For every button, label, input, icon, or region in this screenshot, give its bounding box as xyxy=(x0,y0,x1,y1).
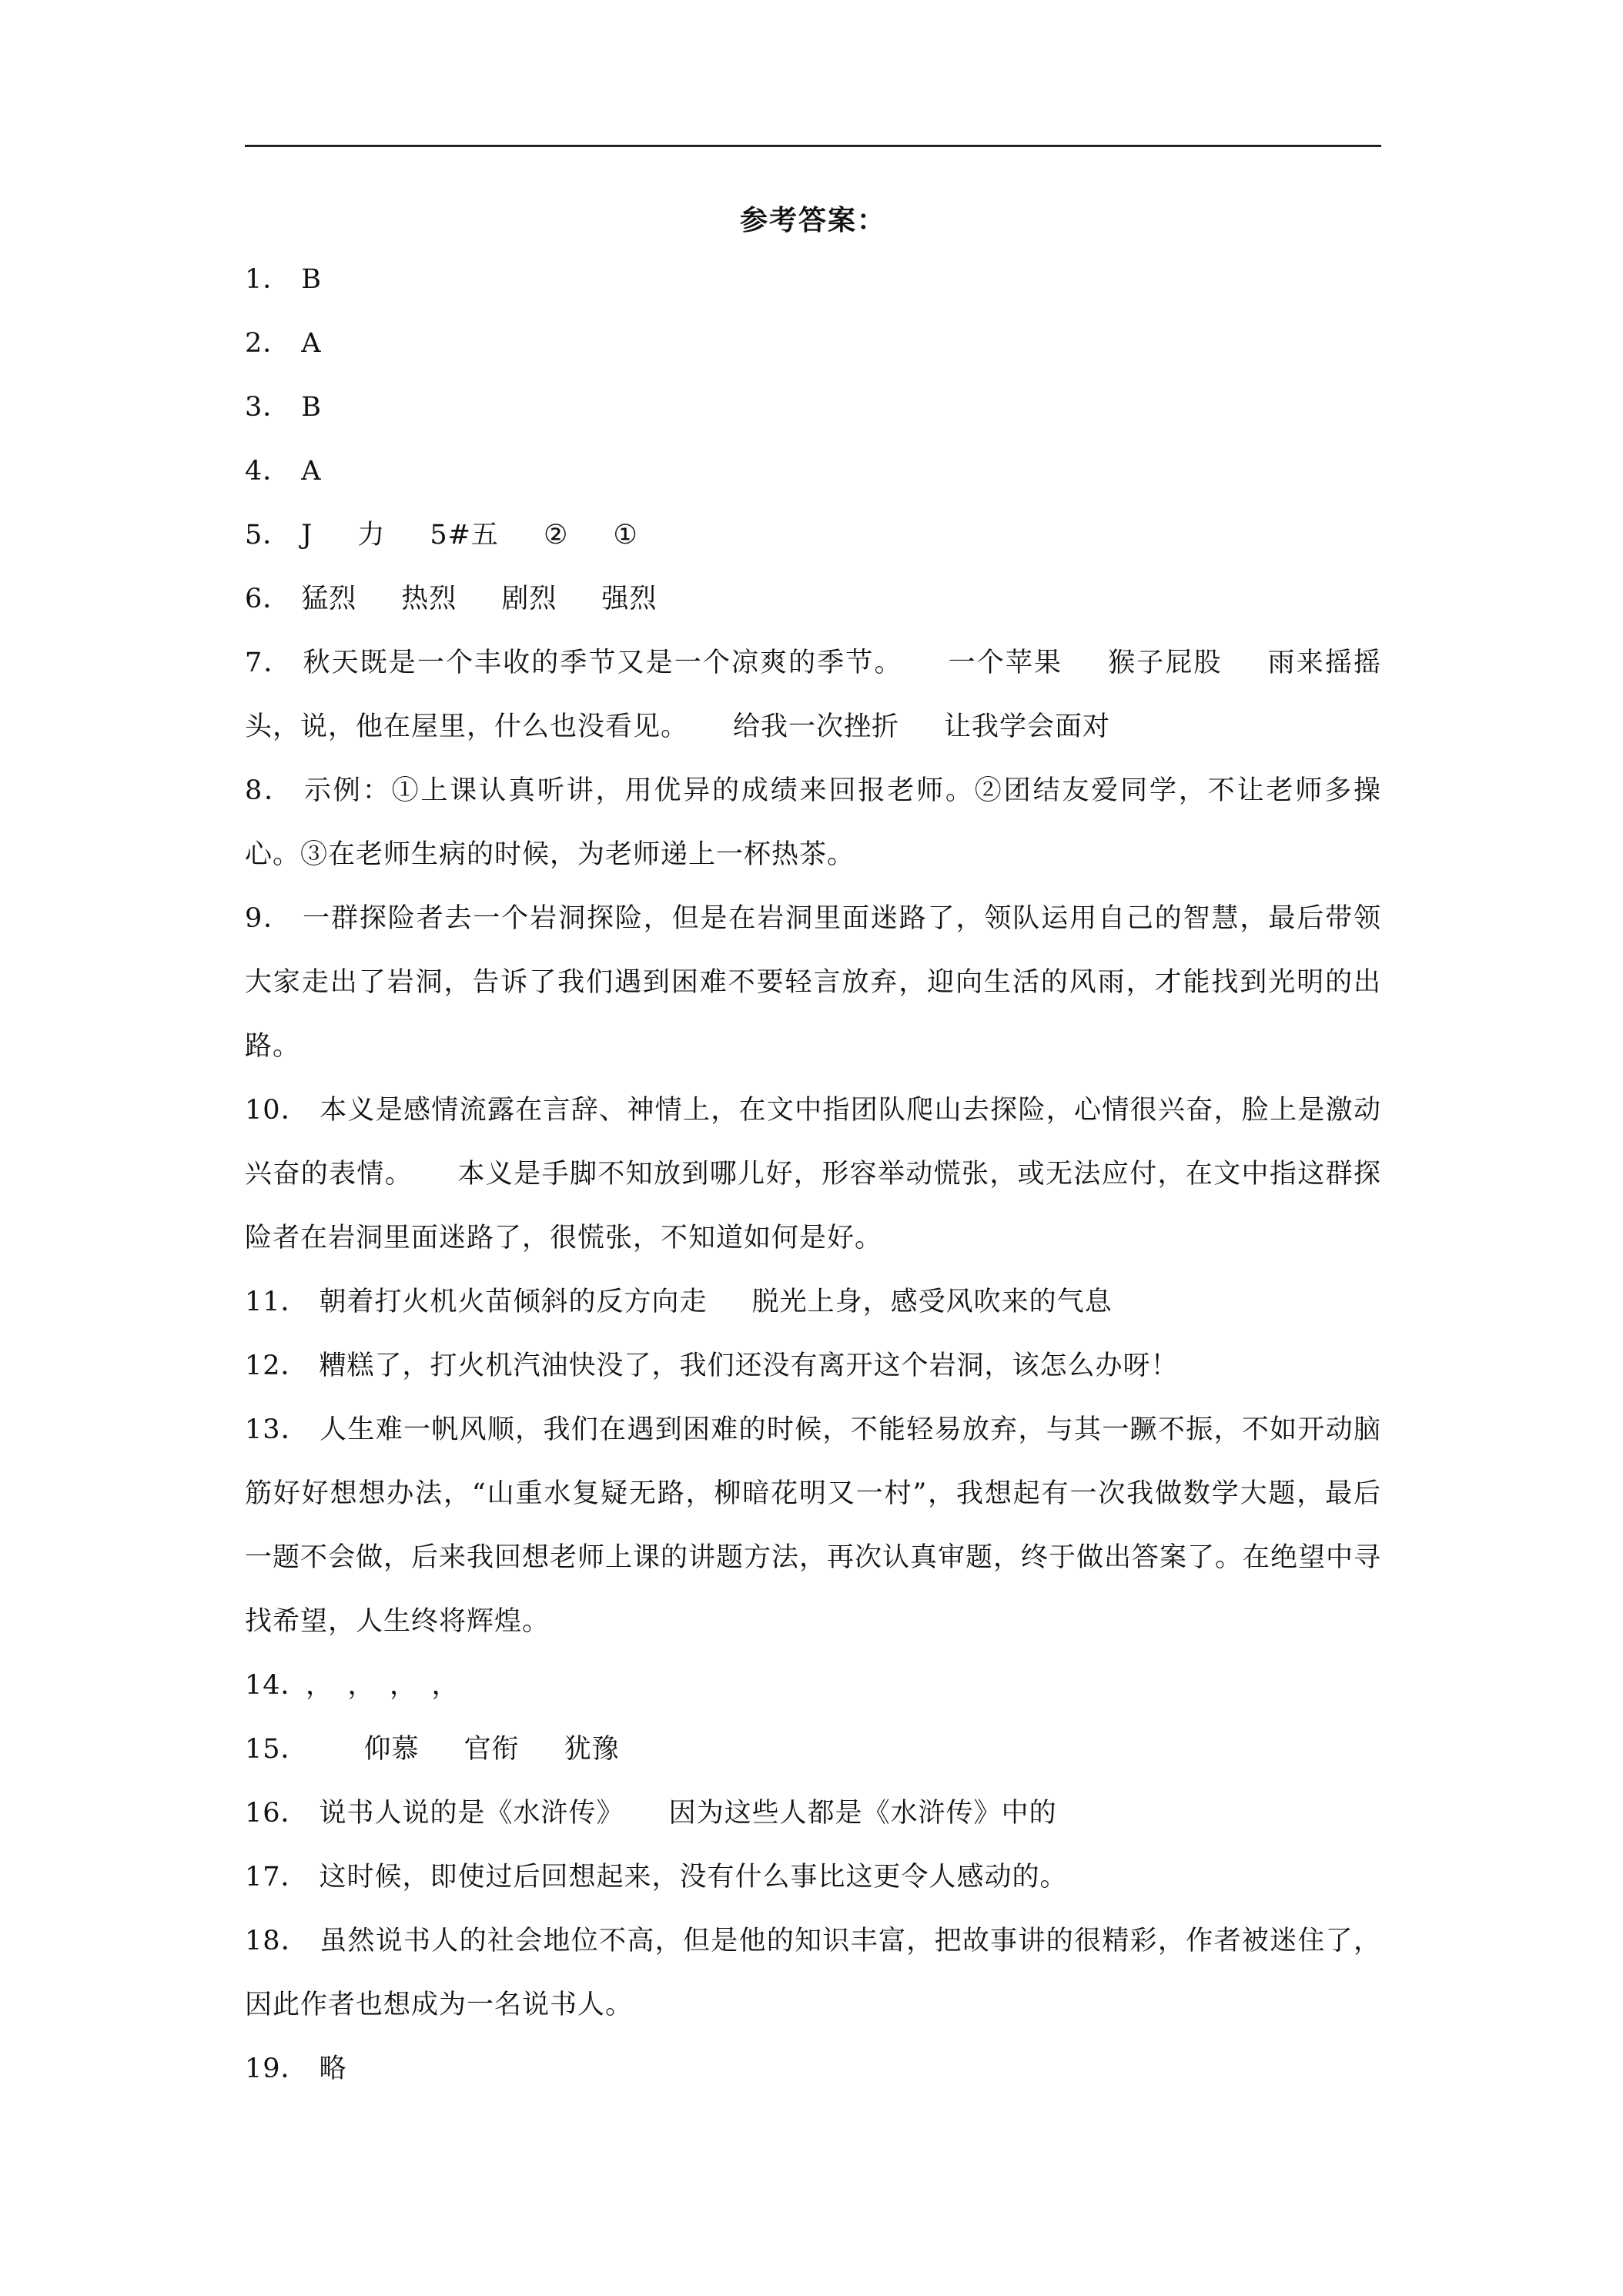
answer-part: 热烈 xyxy=(401,584,457,614)
answer-item xyxy=(245,1846,1381,1909)
answer-number: 6． xyxy=(245,584,291,614)
answer-item xyxy=(245,440,1381,504)
answer-part: 脱光上身，感受风吹来的气息 xyxy=(751,1287,1113,1317)
answer-part: 5#五 xyxy=(430,520,499,551)
answer-item xyxy=(245,248,1381,312)
answer-list xyxy=(245,248,1381,2101)
answer-number: 7． xyxy=(245,648,293,678)
answer-part: 本义是手脚不知放到哪儿好，形容举动慌张，或无法应付，在文中指这群探险者在岩洞里面迷路了，很慌张，不知道如何是好。 xyxy=(245,1159,1381,1253)
answer-text: B xyxy=(301,392,323,423)
answer-part: 仰慕 xyxy=(363,1734,420,1765)
header-rule xyxy=(245,145,1381,147)
answer-part: 说书人说的是《水浒传》 xyxy=(319,1798,624,1829)
answer-part: 朝着打火机火苗倾斜的反方向走 xyxy=(319,1287,708,1317)
answer-number: 4． xyxy=(245,456,291,487)
answer-number: 5． xyxy=(245,520,291,551)
answer-item xyxy=(245,631,1381,759)
answer-text: A xyxy=(301,328,322,359)
answer-part: 强烈 xyxy=(601,584,658,614)
answer-number: 10． xyxy=(245,1095,310,1126)
answer-part: 猛烈 xyxy=(301,584,357,614)
answer-text: 糟糕了，打火机汽油快没了，我们还没有离开这个岩洞，该怎么办呀！ xyxy=(319,1350,1179,1381)
answer-number: 9． xyxy=(245,903,293,934)
answer-part: 力 xyxy=(357,520,386,551)
answer-part: 犹豫 xyxy=(564,1734,620,1765)
answer-item xyxy=(245,1270,1381,1334)
answer-text: ， ， ， ， xyxy=(306,1670,460,1701)
answer-item xyxy=(245,376,1381,440)
answer-text: 略 xyxy=(319,2053,347,2084)
answer-item xyxy=(245,1079,1381,1270)
answer-number: 19． xyxy=(245,2053,309,2084)
answer-text: 示例：①上课认真听讲，用优异的成绩来回报老师。②团结友爱同学，不让老师多操心。③在老师生病的时候，为老师递上一杯热茶。 xyxy=(245,775,1381,870)
answer-number: 13． xyxy=(245,1414,310,1445)
answer-item xyxy=(245,1782,1381,1846)
page-title: 参考答案： xyxy=(739,204,886,236)
answer-item xyxy=(245,504,1381,567)
answer-item xyxy=(245,2037,1381,2101)
answer-number: 18． xyxy=(245,1926,310,1956)
answer-number: 12． xyxy=(245,1350,309,1381)
answer-item xyxy=(245,1398,1381,1654)
answer-part: 雨来摇摇头，说，他在屋里，什么也没看见。 xyxy=(245,648,1381,742)
answer-item xyxy=(245,1718,1381,1782)
answer-text: A xyxy=(301,456,322,487)
answer-part: ① xyxy=(613,520,638,551)
answer-part: ② xyxy=(543,520,569,551)
answer-item xyxy=(245,567,1381,631)
answer-part: 秋天既是一个丰收的季节又是一个凉爽的季节。 xyxy=(303,648,903,678)
answer-part: 猴子屁股 xyxy=(1107,648,1223,678)
answer-text: 虽然说书人的社会地位不高，但是他的知识丰富，把故事讲的很精彩，作者被迷住了，因此作者也想成为一名说书人。 xyxy=(245,1926,1381,2020)
answer-number: 16． xyxy=(245,1798,309,1829)
answer-number: 3． xyxy=(245,392,291,423)
answer-text: 一群探险者去一个岩洞探险，但是在岩洞里面迷路了，领队运用自己的智慧，最后带领大家走出了岩洞，告诉了我们遇到困难不要轻言放弃，迎向生活的风雨，才能找到光明的出路。 xyxy=(245,903,1381,1062)
answer-part: J xyxy=(301,520,313,551)
answer-item xyxy=(245,1334,1381,1398)
answer-part: 给我一次挫折 xyxy=(733,711,900,742)
answer-number: 14． xyxy=(245,1670,296,1701)
answer-part: 一个苹果 xyxy=(947,648,1063,678)
answer-part: 让我学会面对 xyxy=(944,711,1111,742)
answer-item xyxy=(245,1909,1381,2037)
answer-text: 这时候，即使过后回想起来，没有什么事比这更令人感动的。 xyxy=(319,1862,1068,1893)
answer-number: 8． xyxy=(245,775,293,806)
answer-part: 官衔 xyxy=(463,1734,520,1765)
answer-item xyxy=(245,312,1381,376)
answer-item xyxy=(245,759,1381,887)
answer-number: 17． xyxy=(245,1862,309,1893)
answer-number: 11． xyxy=(245,1287,309,1317)
answer-text: 人生难一帆风顺，我们在遇到困难的时候，不能轻易放弃，与其一蹶不振，不如开动脑筋好好想想办法，“山重水复疑无路，柳暗花明又一村”，我想起有一次我做数学大题，最后一题不会做，后来我回想老师上课的讲题方法，再次认真审题，终于做出答案了。在绝望中寻找希望，人生终将辉煌。 xyxy=(245,1414,1382,1637)
answer-part: 剧烈 xyxy=(501,584,557,614)
answer-number: 15． xyxy=(245,1734,309,1765)
answer-item xyxy=(245,887,1381,1079)
answer-item xyxy=(245,1654,1381,1718)
answer-number: 2． xyxy=(245,328,291,359)
answer-part: 本义是感情流露在言辞、神情上，在文中指团队爬山去探险，心情很兴奋，脸上是激动兴奋的表情。 xyxy=(245,1095,1381,1190)
answer-number: 1． xyxy=(245,264,291,295)
answer-part: 因为这些人都是《水浒传》中的 xyxy=(668,1798,1057,1829)
answer-text: B xyxy=(301,264,323,295)
